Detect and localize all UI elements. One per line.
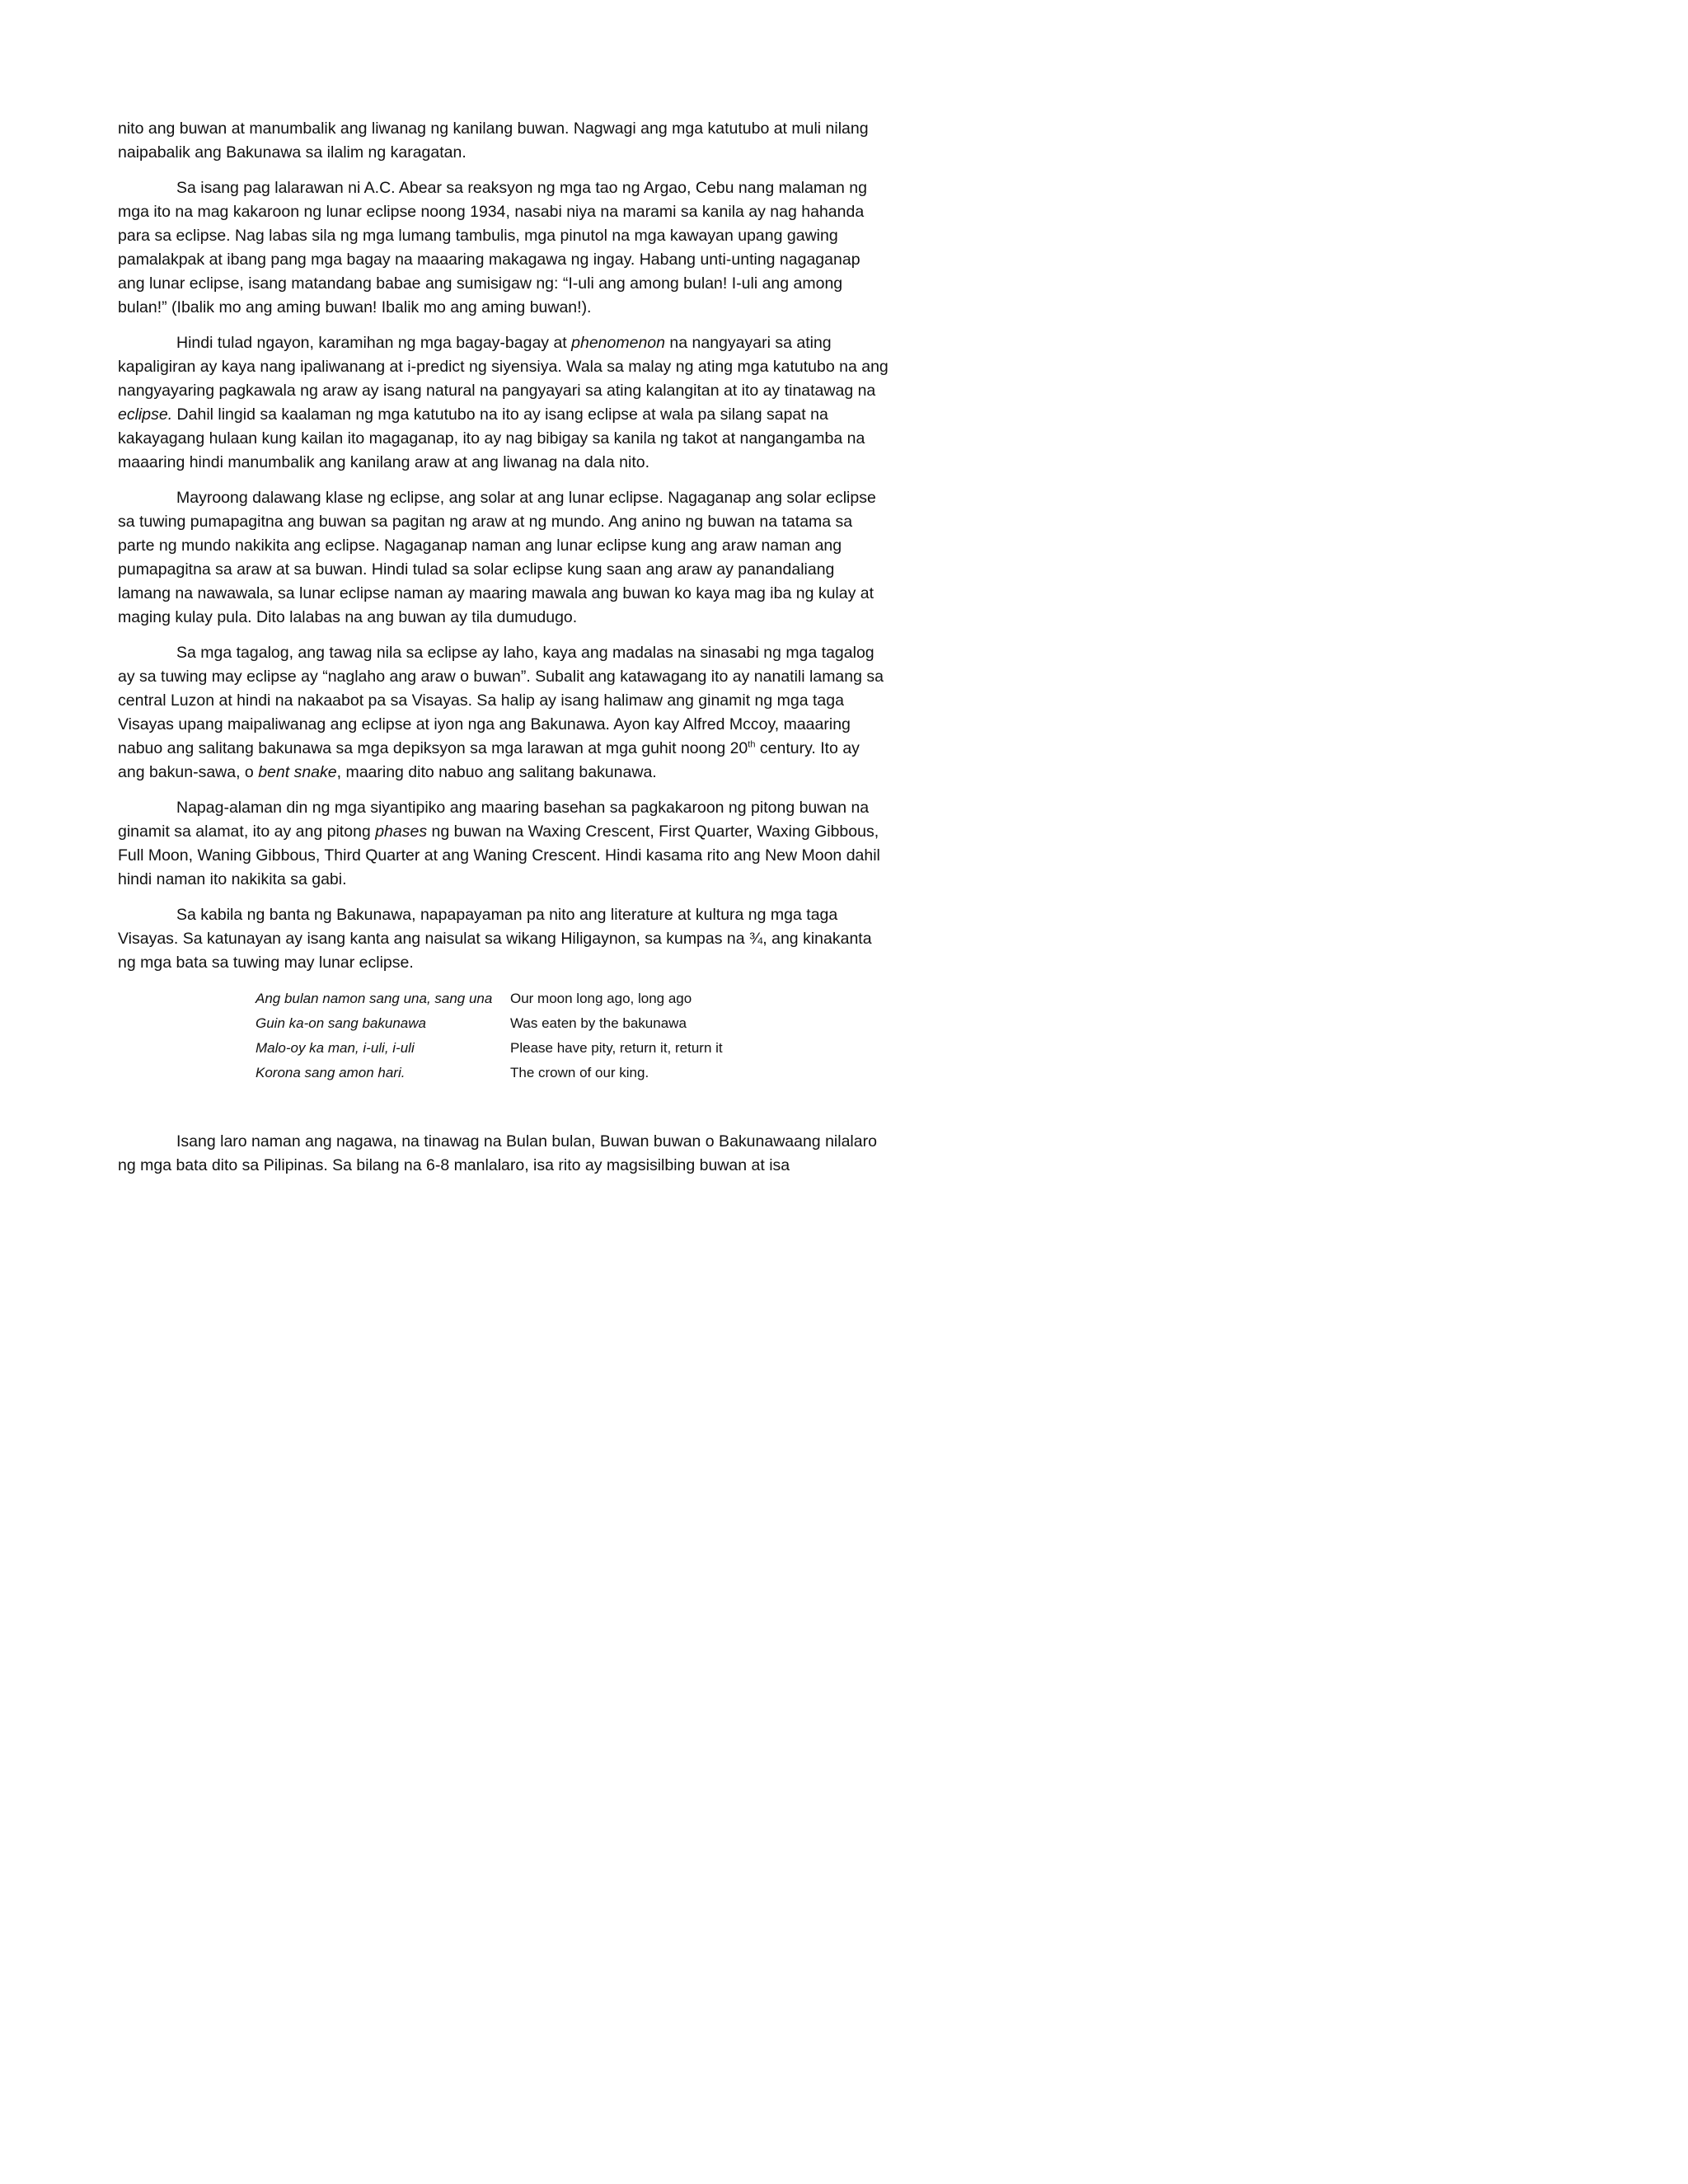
paragraph-eclipse-types <box>118 486 889 630</box>
paragraph-laho <box>118 641 889 785</box>
song-translation-line: Please have pity, return it, return it <box>510 1040 723 1056</box>
song-original-line: Korona sang amon hari. <box>256 1065 406 1080</box>
paragraph-moon-phases <box>118 796 889 892</box>
song-original-line: Guin ka-on sang bakunawa <box>256 1015 426 1031</box>
paragraph-3-part-2: na nangyayari sa ating kapaligiran ay kaya nang ipaliwanang at i-predict ng siyensiya. Wala sa malay ng ating mga katutubo na ang nangyayaring pagkawala ng araw ay isang natural na pangyayari sa ating kalangitan at ito ay tinatawag na <box>118 334 889 400</box>
paragraph-6-italic: phases <box>375 823 428 841</box>
paragraph-hiligaynon-song <box>118 903 889 975</box>
paragraph-7-text: Sa kabila ng banta ng Bakunawa, napapayaman pa nito ang literature at kultura ng mga taga Visayas. Sa katunayan ay isang kanta ang naisulat sa wikang Hiligaynon, sa kumpas na ¾, ang kinakanta ng mga bata sa tuwing may lunar eclipse. <box>118 906 872 972</box>
paragraph-3-part-1: Hindi tulad ngayon, karamihan ng mga bagay-bagay at <box>176 334 572 352</box>
paragraph-8-text: Isang laro naman ang nagawa, na tinawag na Bulan bulan, Buwan buwan o Bakunawaang nilalaro ng mga bata dito sa Pilipinas. Sa bilang na 6-8 manlalaro, isa rito ay magsisilbing buwan at isa <box>118 1132 877 1174</box>
paragraph-3-italic-2: eclipse. <box>118 405 173 424</box>
paragraph-3-part-3: Dahil lingid sa kaalaman ng mga katutubo na ito ay isang eclipse at wala pa silang sapat na kakayagang hulaan kung kailan ito magaganap, ito ay nag bibigay sa kanila ng takot at nangangamba na maaaring hindi manumbalik ang kanilang araw at ang liwanag na dala nito. <box>118 405 865 471</box>
paragraph-bulan-bulan-game <box>118 1130 889 1178</box>
song-line <box>256 1011 889 1036</box>
paragraph-3-italic-1: phenomenon <box>571 334 665 352</box>
paragraph-argao-eclipse <box>118 176 889 320</box>
song-original-line: Malo-oy ka man, i-uli, i-uli <box>256 1040 415 1056</box>
song-lyrics-table <box>256 987 889 1085</box>
paragraph-1-text: nito ang buwan at manumbalik ang liwanag ng kanilang buwan. Nagwagi ang mga katutubo at muli nilang naipabalik ang Bakunawa sa ilalim ng karagatan. <box>118 120 869 162</box>
paragraph-phenomenon <box>118 331 889 475</box>
paragraph-5-superscript: th <box>748 739 756 750</box>
paragraph-5-part-1: Sa mga tagalog, ang tawag nila sa eclipse ay laho, kaya ang madalas na sinasabi ng mga tagalog ay sa tuwing may eclipse ay “naglaho ang araw o buwan”. Subalit ang katawagang ito ay nanatili lamang sa central Luzon at hindi na nakaabot pa sa Visayas. Sa halip ay isang halimaw ang ginamit ng mga taga Visayas upang maipaliwanag ang eclipse at iyon nga ang Bakunawa. Ayon kay Alfred Mccoy, maaaring nabuo ang salitang bakunawa sa mga depiksyon sa mga larawan at mga guhit noong 20 <box>118 644 884 757</box>
song-original-line: Ang bulan namon sang una, sang una <box>256 991 493 1006</box>
paragraph-6-part-1: Napag-alaman din ng mga siyantipiko ang maaring basehan sa pagkakaroon ng pitong buwan na ginamit sa alamat, ito ay ang pitong <box>118 799 870 841</box>
paragraph-5-part-3: , maaring dito nabuo ang salitang bakunawa. <box>336 763 657 781</box>
document-body <box>118 117 889 1189</box>
song-translation-line: Was eaten by the bakunawa <box>510 1015 687 1031</box>
song-translation-line: The crown of our king. <box>510 1065 649 1080</box>
song-line <box>256 987 889 1011</box>
paragraph-4-text: Mayroong dalawang klase ng eclipse, ang solar at ang lunar eclipse. Nagaganap ang solar eclipse sa tuwing pumapagitna ang buwan sa pagitan ng araw at ng mundo. Ang anino ng buwan na tatama sa parte ng mundo nakikita ang eclipse. Nagaganap naman ang lunar eclipse kung ang araw naman ang pumapagitna sa araw at sa buwan. Hindi tulad sa solar eclipse kung saan ang araw ay panandaliang lamang na nawawala, sa lunar eclipse naman ay maaring mawala ang buwan ko kaya mag iba ng kulay at maging kulay pula. Dito lalabas na ang buwan ay tila dumudugo. <box>118 489 876 626</box>
document-page <box>0 0 1009 1305</box>
paragraph-continuation <box>118 117 889 165</box>
paragraph-5-part-2: century. Ito ay ang bakun-sawa, o <box>118 739 860 781</box>
paragraph-2-text: Sa isang pag lalarawan ni A.C. Abear sa reaksyon ng mga tao ng Argao, Cebu nang malaman ng mga ito na mag kakaroon ng lunar eclipse noong 1934, nasabi niya na marami sa kanila ay nag hahanda para sa eclipse. Nag labas sila ng mga lumang tambulis, mga pinutol na mga kawayan upang gawing pamalakpak at ibang pang mga bagay na maaaring makagawa ng ingay. Habang unti-unting nagaganap ang lunar eclipse, isang matandang babae ang sumisigaw ng: “I-uli ang among bulan! I-uli ang among bulan!” (Ibalik mo ang aming buwan! Ibalik mo ang aming buwan!). <box>118 179 867 316</box>
song-line <box>256 1036 889 1061</box>
paragraph-6-part-2: ng buwan na Waxing Crescent, First Quarter, Waxing Gibbous, Full Moon, Waning Gibbous, Third Quarter at ang Waning Crescent. Hindi kasama rito ang New Moon dahil hindi naman ito nakikita sa gabi. <box>118 823 880 888</box>
song-line <box>256 1061 889 1085</box>
paragraph-5-italic: bent snake <box>258 763 337 781</box>
song-translation-line: Our moon long ago, long ago <box>510 991 692 1006</box>
